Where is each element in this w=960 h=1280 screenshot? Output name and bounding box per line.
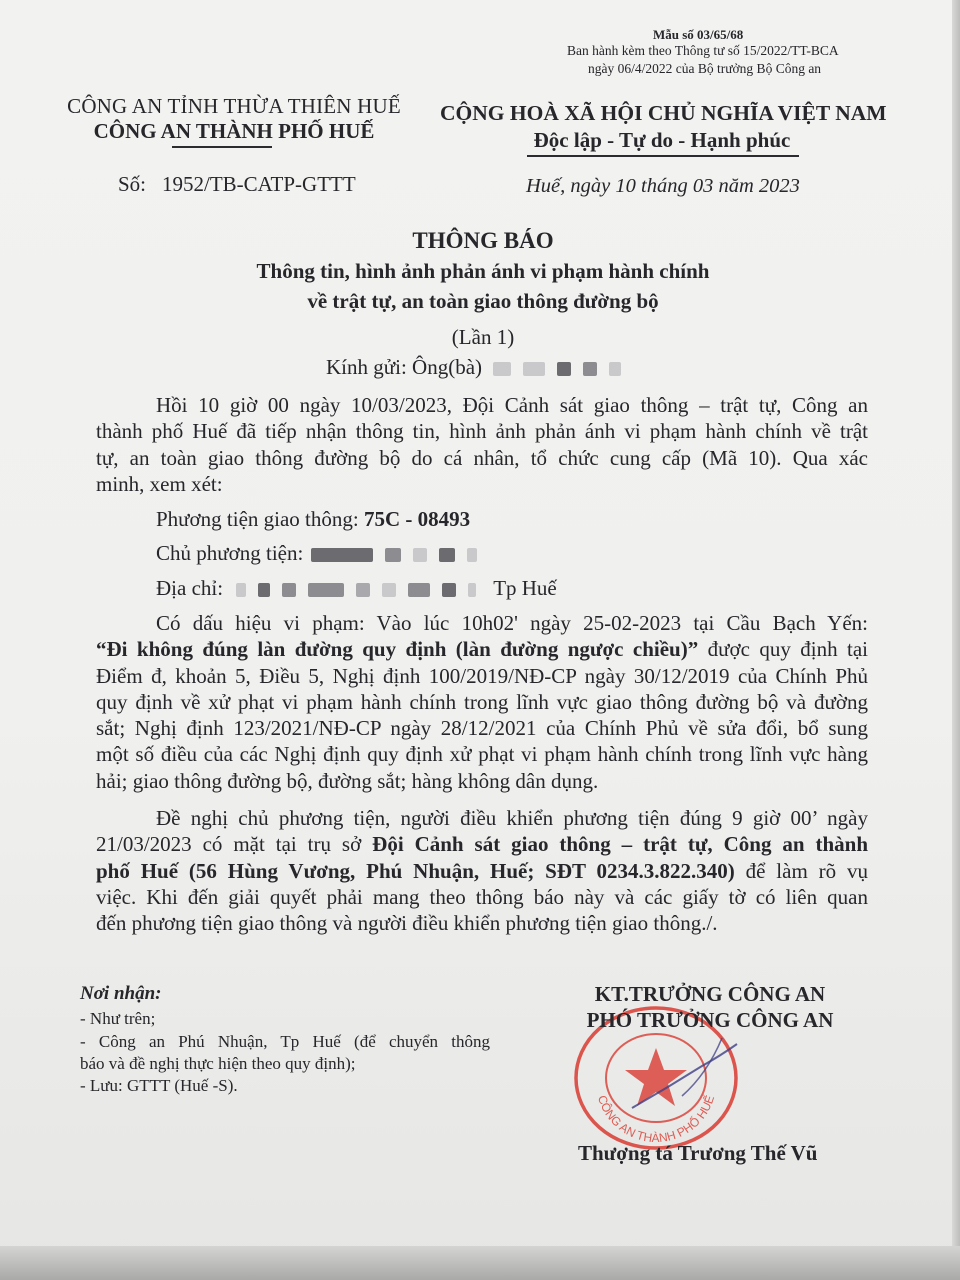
agency-name: CÔNG AN THÀNH PHỐ HUẾ bbox=[93, 119, 375, 143]
signature-title-2: PHÓ TRƯỞNG CÔNG AN bbox=[586, 1008, 834, 1032]
paragraph-text: được quy định tại bbox=[707, 637, 868, 662]
redacted-block bbox=[308, 583, 344, 597]
address-label: Địa chỉ: bbox=[156, 576, 224, 600]
vehicle-plate: 75C - 08493 bbox=[363, 507, 471, 531]
occurrence-number: (Lần 1) bbox=[451, 325, 515, 349]
redacted-block bbox=[583, 362, 597, 376]
document-title: THÔNG BÁO bbox=[412, 228, 554, 253]
document-number-value: 1952/TB-CATP-GTTT bbox=[162, 172, 356, 196]
redacted-block bbox=[468, 583, 476, 597]
redacted-block bbox=[385, 548, 401, 562]
recipient-line bbox=[326, 355, 633, 380]
redacted-block bbox=[258, 583, 270, 597]
paragraph-text: để làm rõ vụ bbox=[745, 858, 868, 883]
redacted-block bbox=[609, 362, 621, 376]
form-number: Mẫu số 03/65/68 bbox=[653, 27, 744, 42]
paragraph-line: tự, an toàn giao thông đường bộ do cá nhân, tổ chức cung cấp (Mã 10). Qua xác bbox=[96, 445, 868, 470]
office-name: Đội Cảnh sát giao thông – trật tự, Công an thành bbox=[372, 832, 869, 857]
paragraph-text: 21/03/2023 có mặt tại trụ sở bbox=[96, 832, 362, 857]
paragraph-line: Đề nghị chủ phương tiện, người điều khiển phương tiện đúng 9 giờ 00’ ngày bbox=[156, 806, 868, 830]
recipient-item: - Như trên; bbox=[80, 1009, 156, 1028]
redacted-block bbox=[442, 583, 456, 597]
paragraph-line: hải; giao thông đường bộ, đường sắt; hàng không dân dụng. bbox=[96, 768, 599, 793]
recipients-heading: Nơi nhận: bbox=[80, 983, 162, 1004]
motto-underline bbox=[527, 155, 799, 157]
redacted-block bbox=[236, 583, 246, 597]
agency-underline bbox=[172, 146, 272, 148]
paragraph-line bbox=[96, 831, 868, 857]
vehicle-field bbox=[156, 507, 470, 532]
paragraph-line: thành phố Huế đã tiếp nhận thông tin, hình ảnh phản ánh vi phạm hành chính về trật bbox=[96, 419, 868, 444]
redacted-block bbox=[493, 362, 511, 376]
address-city: Tp Huế bbox=[493, 576, 557, 600]
document-number bbox=[118, 172, 356, 197]
document-subtitle-2: về trật tự, an toàn giao thông đường bộ bbox=[307, 289, 659, 313]
redacted-block bbox=[282, 583, 296, 597]
paragraph-line: Có dấu hiệu vi phạm: Vào lúc 10h02' ngày 25-02-2023 tại Cầu Bạch Yến: bbox=[156, 611, 868, 635]
document-subtitle-1: Thông tin, hình ảnh phản ánh vi phạm hành chính bbox=[256, 259, 710, 283]
signer-name: Thượng tá Trương Thế Vũ bbox=[578, 1141, 818, 1165]
paragraph-line: Hồi 10 giờ 00 ngày 10/03/2023, Đội Cảnh sát giao thông – trật tự, Công an bbox=[156, 393, 868, 417]
paragraph-line: một số điều của các Nghị định quy định xử phạt vi phạm hành chính trong lĩnh vực hàng bbox=[96, 742, 868, 767]
place-date: Huế, ngày 10 tháng 03 năm 2023 bbox=[526, 175, 800, 197]
redacted-block bbox=[413, 548, 427, 562]
redacted-block bbox=[408, 583, 430, 597]
paragraph-line: sắt; Nghị định 123/2021/NĐ-CP ngày 28/12/2021 của Chính Phủ về sửa đổi, bổ sung bbox=[96, 716, 868, 741]
paragraph-line bbox=[96, 858, 868, 884]
paragraph-line bbox=[96, 636, 868, 662]
nation-name: CỘNG HOÀ XÃ HỘI CHỦ NGHĨA VIỆT NAM bbox=[440, 101, 887, 125]
recipient-item: - Công an Phú Nhuận, Tp Huế (để chuyển thông bbox=[80, 1032, 490, 1051]
paragraph-receipt bbox=[96, 392, 868, 497]
redacted-block bbox=[439, 548, 455, 562]
recipient-label: Kính gửi: Ông(bà) bbox=[326, 355, 483, 379]
agency-parent: CÔNG AN TỈNH THỪA THIÊN HUẾ bbox=[67, 94, 401, 118]
office-address: phố Huế (56 Hùng Vương, Phú Nhuận, Huế; SĐT 0234.3.822.340) bbox=[96, 858, 735, 883]
recipient-item: - Lưu: GTTT (Huế -S). bbox=[80, 1076, 238, 1095]
form-issued-date: ngày 06/4/2022 của Bộ trưởng Bộ Công an bbox=[588, 61, 822, 76]
form-issued-line: Ban hành kèm theo Thông tư số 15/2022/TT-BCA bbox=[567, 43, 839, 58]
redacted-block bbox=[467, 548, 477, 562]
address-field bbox=[156, 576, 557, 601]
paragraph-line: việc. Khi đến giải quyết phải mang theo thông báo này và các giấy tờ có liên quan bbox=[96, 884, 868, 909]
vehicle-label: Phương tiện giao thông: bbox=[156, 507, 359, 531]
redacted-block bbox=[356, 583, 370, 597]
seal-text: CÔNG AN THÀNH PHỐ HUẾ bbox=[594, 1093, 718, 1146]
violation-description: “Đi không đúng làn đường quy định (làn đường ngược chiều)” bbox=[96, 637, 699, 662]
redacted-block bbox=[311, 548, 373, 562]
redacted-block bbox=[382, 583, 396, 597]
paragraph-request bbox=[96, 805, 868, 936]
redacted-block bbox=[557, 362, 571, 376]
recipient-item: báo và đề nghị thực hiện theo quy định); bbox=[80, 1054, 356, 1073]
owner-field bbox=[156, 541, 489, 566]
document-number-label: Số: bbox=[118, 172, 147, 196]
page-edge-shadow bbox=[952, 0, 960, 1280]
paragraph-violation bbox=[96, 610, 868, 794]
signature-title-1: KT.TRƯỞNG CÔNG AN bbox=[594, 982, 826, 1006]
page-bottom-shadow bbox=[0, 1246, 960, 1280]
paragraph-line: quy định về xử phạt vi phạm hành chính trong lĩnh vực giao thông đường bộ và đường bbox=[96, 689, 868, 714]
paragraph-line: đến phương tiện giao thông và người điều khiển phương tiện giao thông./. bbox=[96, 911, 718, 936]
star-icon bbox=[625, 1048, 687, 1106]
paragraph-line: Điểm đ, khoản 5, Điều 5, Nghị định 100/2019/NĐ-CP ngày 30/12/2019 của Chính Phủ bbox=[96, 663, 868, 688]
redacted-block bbox=[523, 362, 545, 376]
nation-motto: Độc lập - Tự do - Hạnh phúc bbox=[533, 128, 791, 152]
owner-label: Chủ phương tiện: bbox=[156, 541, 304, 565]
paragraph-line: minh, xem xét: bbox=[96, 471, 223, 496]
